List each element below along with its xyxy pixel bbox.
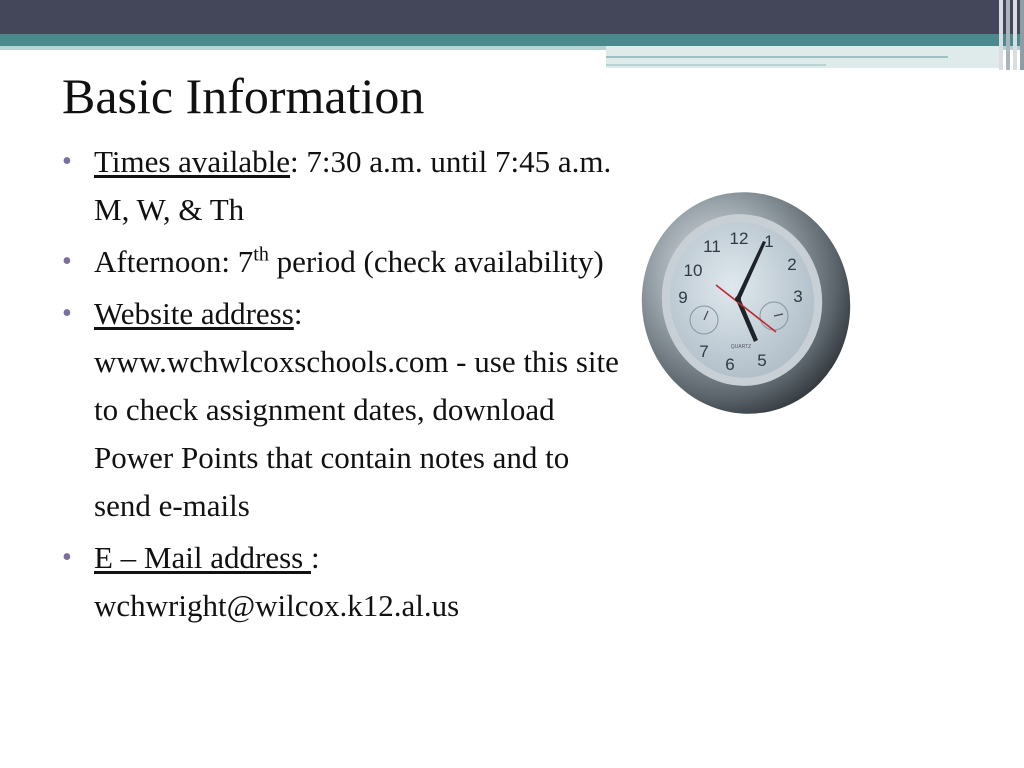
clock-numeral: 9 <box>678 288 688 307</box>
bullet-list <box>62 138 622 634</box>
bullet-text: : wchwright@wilcox.k12.al.us <box>94 540 460 623</box>
bullet-text: : 7:30 a.m. until 7:45 a.m. M, W, & Th <box>94 144 612 227</box>
bullet-label: Website address <box>94 296 294 331</box>
slide-title: Basic Information <box>62 68 425 124</box>
bullet-text: period (check availability) <box>268 244 604 279</box>
header-band-teal <box>0 34 1024 46</box>
bullet-afternoon <box>62 238 622 286</box>
wall-clock-image <box>640 190 852 416</box>
bullet-label: E – Mail address <box>94 540 311 575</box>
bullet-superscript: th <box>253 243 269 266</box>
clock-numeral: 3 <box>793 287 803 306</box>
clock-brand: QUARTZ <box>730 344 752 350</box>
header-accent-line <box>606 64 826 66</box>
bullet-website-address <box>62 290 622 530</box>
clock-numeral: 11 <box>703 237 721 256</box>
bullet-times-available <box>62 138 622 234</box>
clock-center-cap <box>735 296 741 302</box>
clock-numeral: 10 <box>683 261 703 280</box>
bullet-text: : www.wchwlcoxschools.com - use this site to check assignment dates, download Power Points that contain notes and to send e-mails <box>94 296 619 523</box>
bullet-email-address <box>62 534 622 630</box>
clock-numeral: 6 <box>725 355 735 374</box>
bullet-label: Times available <box>94 144 291 179</box>
clock-numeral: 2 <box>787 255 797 274</box>
header-band-dark <box>0 0 1024 34</box>
clock-numeral: 1 <box>764 232 774 251</box>
clock-numeral: 7 <box>699 342 709 361</box>
clock-numeral: 12 <box>729 229 749 248</box>
bullet-text: Afternoon: 7 <box>94 244 254 279</box>
clock-numeral: 5 <box>757 351 767 370</box>
corner-decoration <box>998 0 1024 70</box>
header-accent-line <box>606 56 948 58</box>
